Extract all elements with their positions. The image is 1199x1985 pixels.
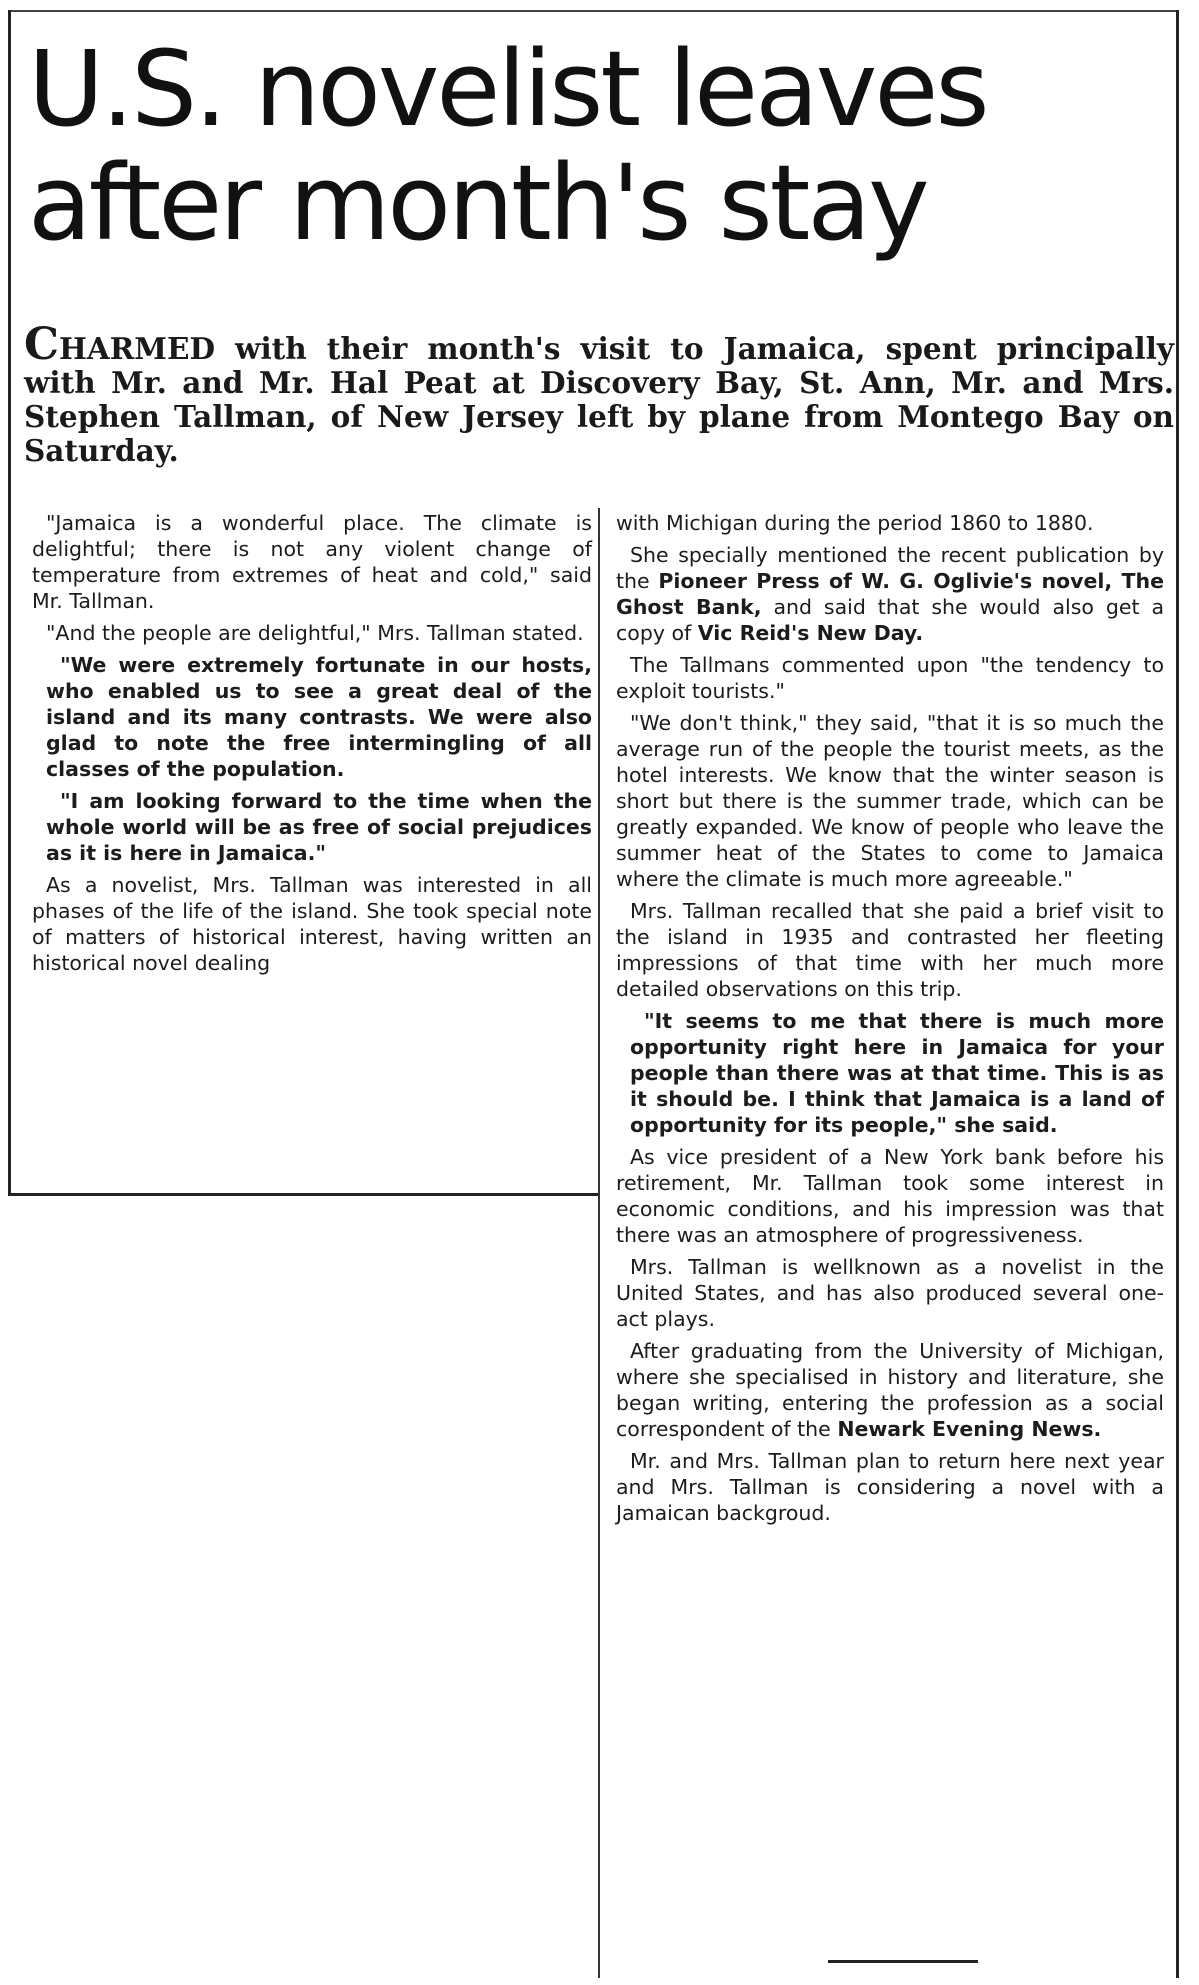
left-column-bottom-rule — [8, 1193, 598, 1196]
bold-text-run: Newark Evening News. — [837, 1417, 1102, 1441]
paragraph: "Jamaica is a wonderful place. The climate is delightful; there is not any violent change of temperature from extremes of heat and cold," said Mr. Tallman. — [32, 511, 592, 613]
headline-line-2: after month's stay — [28, 142, 927, 264]
column-divider-rule — [598, 508, 600, 1978]
lede-text: HARMED with their month's visit to Jamaica, spent principally with Mr. and Mr. Hal Peat at Discovery Bay, St. Ann, Mr. and Mrs. Stephen Tallman, of New Jersey left by plane from Montego Bay on Saturday. — [24, 331, 1174, 468]
text-run: After graduating from the University of Michigan, where she specialised in history and literature, she began writing, entering the profession as a social correspondent of the — [616, 1339, 1164, 1441]
paragraph: As vice president of a New York bank before his retirement, Mr. Tallman took some interest in economic conditions, and his impression was that there was an atmosphere of progressiveness. — [616, 1145, 1164, 1247]
paragraph — [616, 542, 1164, 646]
left-column — [32, 510, 592, 982]
right-column — [616, 510, 1164, 1532]
top-rule — [8, 10, 1179, 12]
text-run: and said that she would also get a copy of — [616, 595, 1165, 645]
paragraph: "We don't think," they said, "that it is so much the average run of the people the tourist meets, as the hotel interests. We know that the winter season is short but there is the summer trade, which can be greatly expanded. We know of people who leave the summer heat of the States to come to Jamaica where the climate is much more agreeable." — [616, 711, 1164, 891]
quote-paragraph: "It seems to me that there is much more opportunity right here in Jamaica for your people than there was at that time. This is as it should be. I think that Jamaica is a land of opportunity for its people," she said. — [630, 1009, 1164, 1137]
text-run: She specially mentioned the recent publication by the — [616, 543, 1164, 593]
bold-text-run: Vic Reid's New Day. — [697, 621, 924, 645]
quote-paragraph: "We were extremely fortunate in our hosts, who enabled us to see a great deal of the island and its many contrasts. We were also glad to note the free intermingling of all classes of the population. — [46, 653, 592, 781]
lede-paragraph — [24, 319, 1174, 468]
paragraph: with Michigan during the period 1860 to 1880. — [616, 511, 1094, 535]
paragraph: Mrs. Tallman is wellknown as a novelist in the United States, and has also produced several one-act plays. — [616, 1255, 1164, 1331]
paragraph: The Tallmans commented upon "the tendency to exploit tourists." — [616, 653, 1164, 703]
paragraph: "And the people are delightful," Mrs. Tallman stated. — [46, 621, 584, 645]
headline-line-1: U.S. novelist leaves — [28, 28, 987, 150]
headline — [28, 28, 1168, 264]
paragraph: Mr. and Mrs. Tallman plan to return here next year and Mrs. Tallman is considering a novel with a Jamaican backgroud. — [616, 1449, 1164, 1525]
newspaper-clipping — [8, 10, 1178, 1978]
left-border-rule — [8, 10, 11, 1195]
paragraph — [616, 1338, 1164, 1442]
paragraph: As a novelist, Mrs. Tallman was interested in all phases of the life of the island. She took special note of matters of historical interest, having written an historical novel dealing — [32, 873, 592, 975]
end-of-article-rule — [828, 1960, 978, 1963]
drop-cap: C — [24, 319, 60, 370]
quote-paragraph: "I am looking forward to the time when the whole world will be as free of social prejudices as it is here in Jamaica." — [46, 789, 592, 865]
paragraph: Mrs. Tallman recalled that she paid a brief visit to the island in 1935 and contrasted her fleeting impressions of that time with her much more detailed observations on this trip. — [616, 899, 1164, 1001]
bold-text-run: Pioneer Press of W. G. Oglivie's novel, The Ghost Bank, — [616, 569, 1164, 619]
right-border-rule — [1176, 10, 1179, 1978]
